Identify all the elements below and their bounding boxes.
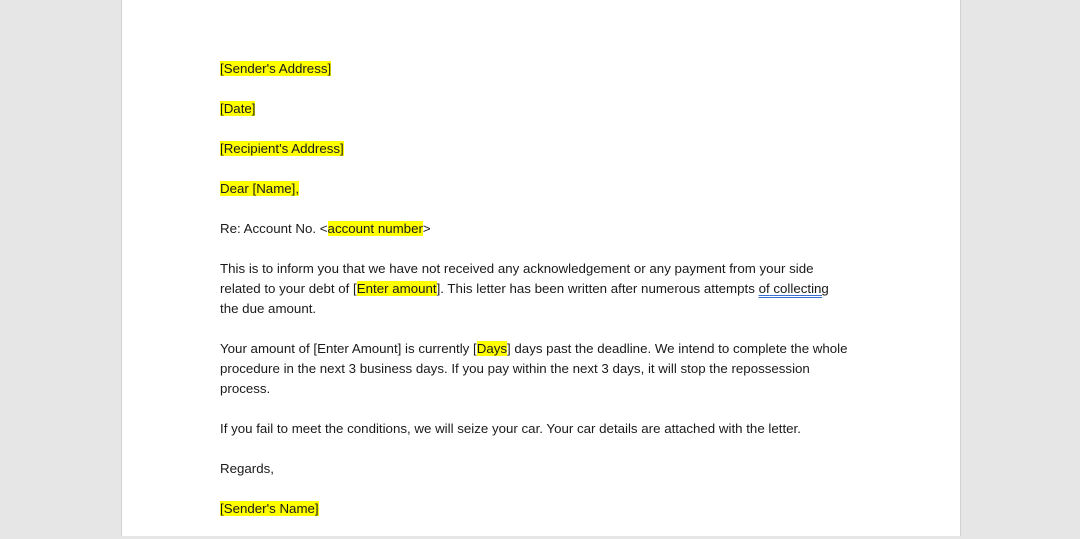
- grammar-flag-word[interactable]: collecting: [773, 281, 829, 296]
- closing-text: Regards,: [220, 461, 274, 476]
- reference-line: [220, 219, 850, 239]
- letter-body[interactable]: [220, 59, 850, 539]
- recipient-address-line: [220, 139, 850, 159]
- p2-text-a: Your amount of [Enter Amount] is currently [: [220, 341, 477, 356]
- grammar-flag-word[interactable]: of: [758, 281, 770, 296]
- p3-text: If you fail to meet the conditions, we will seize your car. Your car details are attached with the letter.: [220, 421, 801, 436]
- closing-line: [220, 459, 850, 479]
- date-line: [220, 99, 850, 119]
- salutation-line: [220, 179, 850, 199]
- sender-address-placeholder: [Sender's Address]: [220, 61, 332, 76]
- sender-address-line: [220, 59, 850, 79]
- p1-text-c: the due amount.: [220, 301, 317, 316]
- account-number-placeholder: account number: [327, 221, 423, 236]
- recipient-address-placeholder: [Recipient's Address]: [220, 141, 344, 156]
- sender-name-placeholder: [Sender's Name]: [220, 501, 319, 516]
- paragraph-seizure-warning: [220, 419, 850, 439]
- paragraph-debt-notice: [220, 259, 850, 319]
- paragraph-deadline: [220, 339, 850, 399]
- date-placeholder: [Date]: [220, 101, 256, 116]
- reference-suffix: >: [422, 221, 431, 236]
- reference-prefix: Re: Account No. <: [220, 221, 328, 236]
- days-placeholder: Days: [476, 341, 508, 356]
- p1-text-a: This is to inform you that we have not received any acknowledgement or any payment from your side related to your debt of [: [220, 261, 814, 296]
- document-page[interactable]: [121, 0, 961, 536]
- p2-text-b: ] days past the deadline. We intend to complete the whole procedure in the next 3 business days. If you pay within the next 3 days, it will stop the repossession process.: [220, 341, 848, 396]
- sender-name-line: [220, 499, 850, 519]
- salutation-placeholder: Dear [Name],: [220, 181, 300, 196]
- enter-amount-placeholder: Enter amount: [356, 281, 437, 296]
- p1-text-b: ]. This letter has been written after numerous attempts: [436, 281, 759, 296]
